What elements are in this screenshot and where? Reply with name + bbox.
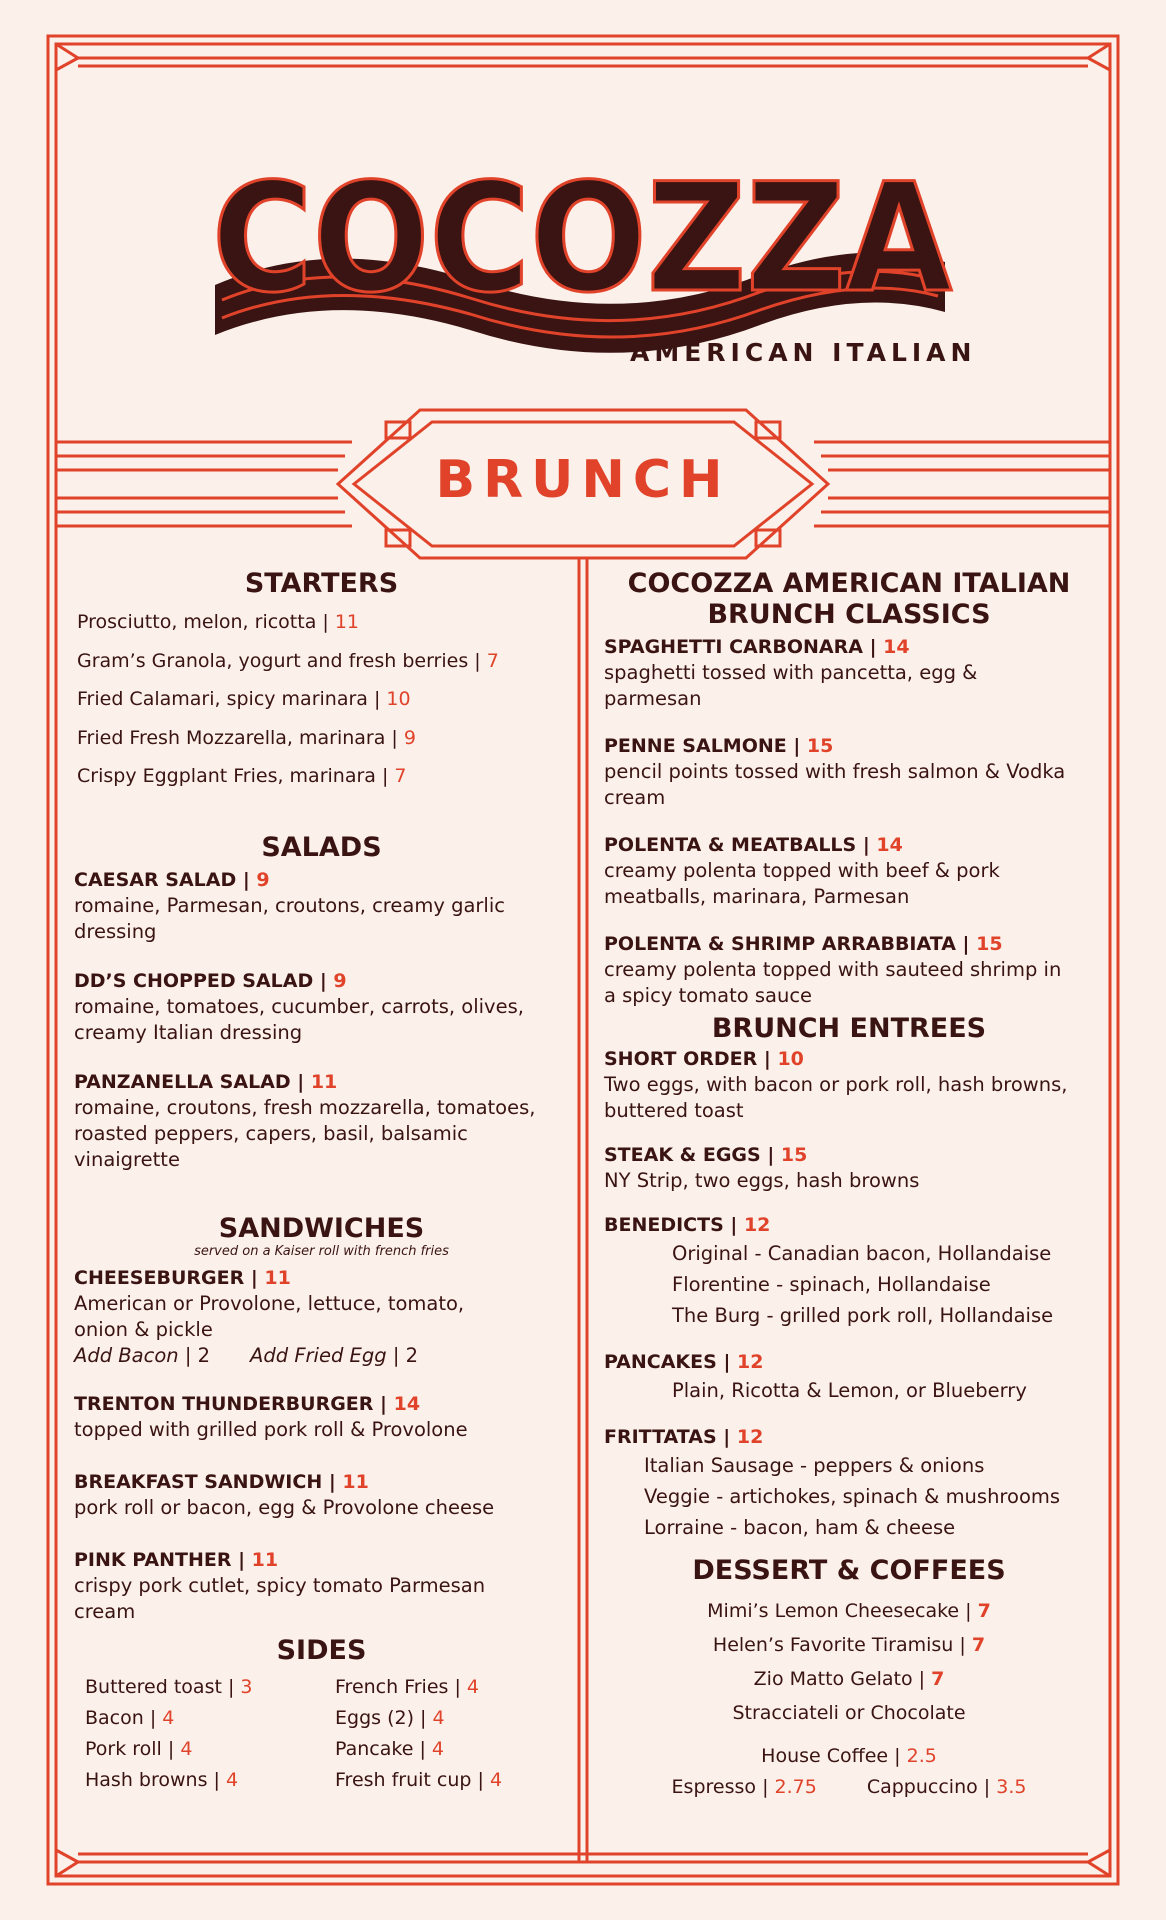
entrees-list — [604, 1046, 1094, 1543]
price-separator: | — [385, 726, 404, 749]
classics-list — [604, 634, 1094, 1009]
item-name: Gram’s Granola, yogurt and fresh berries — [77, 649, 469, 672]
menu-item — [604, 931, 1094, 1009]
item-name: Prosciutto, melon, ricotta — [77, 611, 317, 633]
item-name: Fried Fresh Mozzarella, marinara — [77, 726, 386, 749]
item-name: Buttered toast — [85, 1675, 222, 1698]
item-description: romaine, tomatoes, cucumber, carrots, olives, — [74, 994, 524, 1018]
item-price: 11 — [251, 1548, 279, 1571]
desserts-list — [604, 1594, 1094, 1802]
starters-heading: STARTERS — [244, 568, 399, 599]
item-variant: Italian Sausage - peppers & onions — [644, 1454, 985, 1477]
menu-item — [74, 1265, 569, 1343]
price-separator: | — [373, 1392, 394, 1415]
sides-heading: SIDES — [276, 1634, 367, 1666]
item-description: Two eggs, with bacon or pork roll, hash browns, — [604, 1073, 1068, 1096]
item-price: 15 — [976, 933, 1003, 955]
price-separator: | — [386, 1343, 406, 1367]
item-name: CAESAR SALAD — [74, 868, 237, 891]
price-separator: | — [448, 1675, 467, 1698]
menu-item — [74, 1069, 569, 1173]
addons-row — [74, 1343, 569, 1369]
price-separator: | — [959, 1600, 978, 1622]
menu-item — [604, 1662, 1094, 1696]
item-price: 14 — [883, 636, 910, 658]
item-price: 4 — [489, 1768, 503, 1791]
menu-item — [77, 757, 569, 796]
item-description: parmesan — [604, 687, 702, 710]
item-description: onion & pickle — [74, 1317, 213, 1341]
price-separator: | — [862, 636, 884, 658]
item-name: Pancake — [335, 1737, 414, 1760]
price-separator: | — [375, 765, 395, 787]
price-separator: | — [413, 1737, 432, 1760]
item-price: 10 — [386, 688, 411, 710]
item-title — [604, 1046, 1094, 1072]
item-name: Cappuccino — [866, 1776, 978, 1798]
menu-item — [74, 1391, 569, 1443]
item-price: 15 — [780, 1144, 808, 1166]
price-separator: | — [322, 1470, 343, 1493]
item-name: Eggs (2) — [335, 1706, 414, 1729]
item-description: romaine, croutons, fresh mozzarella, tomatoes, — [74, 1095, 536, 1119]
item-description: American or Provolone, lettuce, tomato, — [74, 1291, 465, 1315]
item-name: Fresh fruit cup — [335, 1768, 472, 1791]
sandwiches-note: served on a Kaiser roll with french fries — [194, 1243, 449, 1259]
addon-name: Add Fried Egg — [250, 1343, 387, 1367]
item-price: 3 — [240, 1675, 253, 1698]
menu-item — [604, 1424, 1094, 1543]
item-description: spaghetti tossed with pancetta, egg & — [604, 661, 978, 684]
item-description: cream — [74, 1599, 136, 1623]
item-title — [74, 1469, 569, 1495]
price-separator: | — [856, 834, 877, 856]
menu-item — [604, 1046, 1094, 1124]
item-variant: Plain, Ricotta & Lemon, or Blueberry — [672, 1379, 1027, 1402]
item-name: FRITTATAS — [604, 1426, 717, 1448]
addon-name: Add Bacon — [74, 1343, 179, 1367]
item-price: 9 — [403, 726, 416, 749]
price-separator: | — [786, 735, 807, 757]
item-name: SHORT ORDER — [604, 1048, 758, 1070]
cocozza-logo — [212, 152, 952, 353]
item-price: 7 — [931, 1668, 945, 1690]
menu-item — [77, 680, 569, 719]
item-title — [74, 1265, 569, 1291]
addon-price: 2 — [405, 1343, 419, 1367]
salads-list — [74, 867, 569, 1173]
item-price: 12 — [737, 1351, 764, 1373]
item-name: STEAK & EGGS — [604, 1144, 761, 1166]
item-description: creamy polenta topped with sauteed shrimp in — [604, 958, 1062, 981]
sides-list — [74, 1674, 569, 1793]
item-description: creamy polenta topped with beef & pork — [604, 859, 1000, 882]
price-separator: | — [756, 1776, 775, 1798]
price-separator: | — [290, 1070, 311, 1093]
entrees-heading: BRUNCH ENTREES — [711, 1013, 987, 1044]
item-price: 9 — [333, 969, 347, 992]
price-separator: | — [716, 1351, 737, 1373]
salads-heading: SALADS — [261, 831, 382, 863]
price-separator: | — [236, 868, 257, 891]
item-name: PANZANELLA SALAD — [74, 1070, 291, 1093]
item-name: Pork roll — [85, 1737, 162, 1760]
price-separator: | — [912, 1668, 932, 1690]
price-separator: | — [367, 688, 387, 710]
item-price: 11 — [334, 611, 360, 633]
menu-item — [604, 634, 1094, 712]
item-variant: Original - Canadian bacon, Hollandaise — [672, 1242, 1052, 1265]
item-price: 11 — [264, 1266, 291, 1289]
price-separator: | — [977, 1776, 997, 1798]
item-description: a spicy tomato sauce — [604, 984, 813, 1007]
item-title — [74, 1547, 569, 1573]
sandwiches-list — [74, 1265, 569, 1625]
item-title — [604, 634, 1094, 660]
item-price: 7 — [394, 765, 407, 787]
item-price: 9 — [256, 868, 270, 891]
item-description: roasted peppers, capers, basil, balsamic — [74, 1121, 468, 1145]
menu-item — [604, 1628, 1094, 1662]
item-description: vinaigrette — [74, 1147, 180, 1171]
item-name: Crispy Eggplant Fries, marinara — [77, 765, 376, 787]
item-description: meatballs, marinara, Parmesan — [604, 885, 910, 908]
item-description: dressing — [74, 919, 157, 943]
price-separator: | — [468, 649, 487, 672]
item-price: 4 — [225, 1768, 239, 1791]
menu-item — [85, 1674, 335, 1700]
item-name: BENEDICTS — [604, 1214, 724, 1236]
price-separator: | — [757, 1048, 778, 1070]
item-name: BREAKFAST SANDWICH — [74, 1470, 323, 1493]
item-title — [74, 1391, 569, 1417]
item-title — [604, 1142, 1094, 1168]
item-name: PINK PANTHER — [74, 1548, 232, 1571]
item-name: Helen’s Favorite Tiramisu — [712, 1634, 954, 1656]
item-price: 4 — [432, 1706, 445, 1729]
starters-list — [74, 603, 569, 796]
item-price: 14 — [393, 1392, 421, 1415]
menu-item — [85, 1767, 335, 1793]
item-description: buttered toast — [604, 1099, 744, 1122]
price-separator: | — [316, 611, 335, 633]
item-price: 7 — [971, 1634, 986, 1656]
item-variant: The Burg - grilled pork roll, Hollandaise — [672, 1304, 1054, 1327]
menu-item — [74, 968, 569, 1046]
price-separator: | — [221, 1675, 241, 1698]
price-separator: | — [716, 1426, 737, 1448]
desserts-heading: DESSERT & COFFEES — [692, 1555, 1006, 1586]
right-column — [604, 568, 1094, 1802]
menu-item — [74, 867, 569, 945]
item-title — [604, 1212, 1094, 1238]
classics-heading-line1: COCOZZA AMERICAN ITALIAN — [627, 568, 1071, 599]
item-price: 10 — [777, 1048, 804, 1070]
coffee-item — [672, 1776, 817, 1798]
item-name: House Coffee — [761, 1745, 889, 1767]
item-variant: Lorraine - bacon, ham & cheese — [644, 1516, 956, 1539]
item-name: CHEESEBURGER — [74, 1266, 245, 1289]
item-description: crispy pork cutlet, spicy tomato Parmesan — [74, 1573, 486, 1597]
logo-subtitle: AMERICAN ITALIAN — [630, 338, 977, 367]
menu-item — [74, 1469, 569, 1521]
item-name: POLENTA & MEATBALLS — [604, 834, 857, 856]
item-name: Zio Matto Gelato — [753, 1668, 913, 1690]
menu-item — [335, 1736, 555, 1762]
price-separator: | — [955, 933, 977, 955]
item-description: pencil points tossed with fresh salmon & Vodka — [604, 760, 1066, 783]
menu-item — [85, 1736, 335, 1762]
item-price: 4 — [431, 1737, 444, 1760]
addon — [250, 1344, 418, 1367]
price-separator: | — [413, 1706, 433, 1729]
item-name: Mimi’s Lemon Cheesecake — [707, 1600, 960, 1622]
item-title — [74, 968, 569, 994]
menu-item — [77, 642, 569, 681]
item-title — [74, 1069, 569, 1095]
item-name: DD’S CHOPPED SALAD — [74, 969, 314, 992]
item-description: creamy Italian dressing — [74, 1020, 303, 1044]
item-title — [604, 1349, 1094, 1375]
item-price: 2.75 — [774, 1776, 817, 1798]
menu-item — [604, 1349, 1094, 1406]
item-title — [604, 1424, 1094, 1450]
item-name: PENNE SALMONE — [604, 735, 787, 757]
menu-item — [604, 1212, 1094, 1331]
item-price: 11 — [342, 1470, 369, 1493]
item-price: 15 — [806, 735, 834, 757]
sandwiches-heading: SANDWICHES — [218, 1212, 425, 1244]
price-separator: | — [760, 1144, 781, 1166]
item-description: pork roll or bacon, egg & Provolone cheese — [74, 1495, 495, 1519]
left-column — [74, 568, 569, 1793]
price-separator: | — [723, 1214, 744, 1236]
price-separator: | — [178, 1343, 198, 1367]
price-separator: | — [888, 1745, 907, 1767]
menu-item — [85, 1705, 335, 1731]
price-separator: | — [231, 1548, 252, 1571]
item-name: Bacon — [85, 1706, 144, 1729]
menu-item — [604, 1740, 1094, 1772]
item-name: PANCAKES — [604, 1351, 717, 1373]
menu-item — [74, 1547, 569, 1625]
item-name: Espresso — [671, 1776, 757, 1798]
menu-item — [77, 603, 569, 642]
item-title — [74, 867, 569, 893]
item-name: SPAGHETTI CARBONARA — [604, 636, 863, 658]
price-separator: | — [143, 1706, 163, 1729]
logo-wordmark: COCOZZA — [212, 152, 952, 326]
item-name: POLENTA & SHRIMP ARRABBIATA — [604, 933, 956, 955]
menu-title: BRUNCH — [435, 450, 731, 510]
gelato-flavors: Stracciateli or Chocolate — [732, 1702, 966, 1724]
item-variant: Florentine - spinach, Hollandaise — [672, 1273, 991, 1296]
top-band — [56, 44, 1110, 58]
coffee-item — [867, 1776, 1027, 1798]
price-separator: | — [471, 1768, 490, 1791]
classics-heading-line2: BRUNCH CLASSICS — [707, 599, 991, 630]
item-description: romaine, Parmesan, croutons, creamy garlic — [74, 893, 505, 917]
item-name: French Fries — [335, 1675, 449, 1698]
item-description: cream — [604, 786, 666, 809]
menu-item — [604, 1142, 1094, 1194]
item-name: Fried Calamari, spicy marinara — [77, 688, 368, 710]
coffee-row — [604, 1772, 1094, 1802]
menu-item — [335, 1767, 555, 1793]
price-separator: | — [953, 1634, 972, 1656]
price-separator: | — [161, 1737, 181, 1760]
menu-item — [335, 1705, 555, 1731]
item-price: 7 — [977, 1600, 991, 1622]
addon — [74, 1344, 210, 1367]
item-price: 11 — [310, 1070, 338, 1093]
item-name: Hash browns — [85, 1768, 208, 1791]
item-price: 2.5 — [906, 1745, 937, 1767]
item-price: 7 — [486, 649, 499, 672]
item-title — [604, 832, 1094, 858]
item-price: 4 — [466, 1675, 480, 1698]
price-separator: | — [313, 969, 334, 992]
menu-item — [604, 733, 1094, 811]
bottom-band — [56, 1862, 1110, 1876]
item-price: 12 — [743, 1214, 771, 1236]
item-title — [604, 931, 1094, 957]
item-description: topped with grilled pork roll & Provolone — [74, 1417, 468, 1441]
item-price: 12 — [736, 1426, 764, 1448]
item-price: 3.5 — [996, 1776, 1027, 1798]
item-price: 4 — [162, 1706, 175, 1729]
item-name: TRENTON THUNDERBURGER — [74, 1392, 374, 1415]
menu-item — [604, 1594, 1094, 1628]
item-price: 14 — [876, 834, 903, 856]
menu-item — [335, 1674, 555, 1700]
item-title — [604, 733, 1094, 759]
item-description: NY Strip, two eggs, hash browns — [604, 1169, 920, 1192]
item-variant: Veggie - artichokes, spinach & mushrooms — [644, 1485, 1061, 1508]
addon-price: 2 — [197, 1343, 211, 1367]
price-separator: | — [244, 1266, 265, 1289]
menu-item — [77, 719, 569, 758]
price-separator: | — [207, 1768, 226, 1791]
menu-item — [604, 832, 1094, 910]
item-price: 4 — [180, 1737, 193, 1760]
